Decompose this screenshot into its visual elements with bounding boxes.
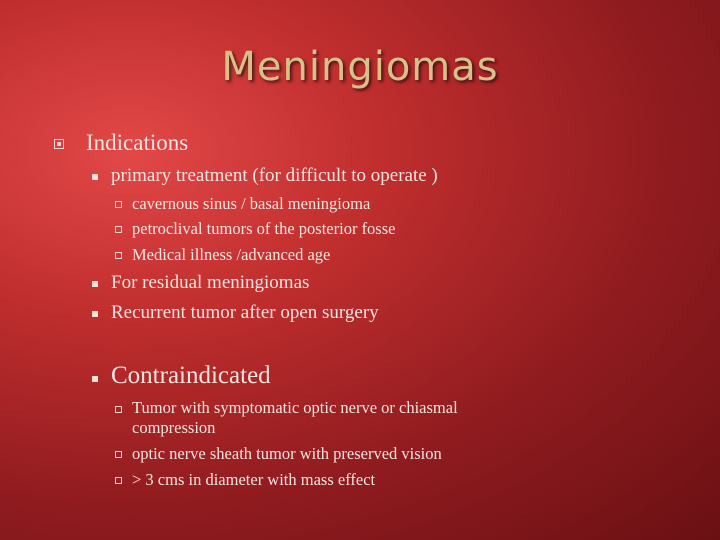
square-bullet-icon (92, 311, 98, 317)
square-bullet-icon (92, 174, 98, 180)
box-bullet-icon (54, 139, 64, 149)
contra-sub-item: optic nerve sheath tumor with preserved vision (132, 444, 442, 463)
square-bullet-icon (92, 281, 98, 287)
recurrent-text: Recurrent tumor after open surgery (111, 302, 379, 323)
hollow-square-bullet-icon (115, 406, 122, 413)
hollow-square-bullet-icon (115, 226, 122, 233)
indication-sub-item: petroclival tumors of the posterior fosse (132, 219, 396, 238)
indication-sub-item: cavernous sinus / basal meningioma (132, 194, 371, 213)
primary-treatment-text: primary treatment (for difficult to operate ) (111, 165, 438, 186)
hollow-square-bullet-icon (115, 252, 122, 259)
hollow-square-bullet-icon (115, 477, 122, 484)
residual-text: For residual meningiomas (111, 272, 310, 293)
contra-sub-item: > 3 cms in diameter with mass effect (132, 470, 376, 489)
contra-heading: Contraindicated (111, 362, 271, 389)
hollow-square-bullet-icon (115, 201, 122, 208)
square-bullet-icon (92, 376, 98, 382)
contra-sub-item-line2: compression (132, 418, 216, 437)
contra-sub-item-line1: Tumor with symptomatic optic nerve or chiasmal (132, 398, 458, 417)
indication-sub-item: Medical illness /advanced age (132, 245, 331, 264)
hollow-square-bullet-icon (115, 451, 122, 458)
indications-heading: Indications (86, 130, 189, 155)
slide-title: Meningiomas (221, 44, 499, 90)
